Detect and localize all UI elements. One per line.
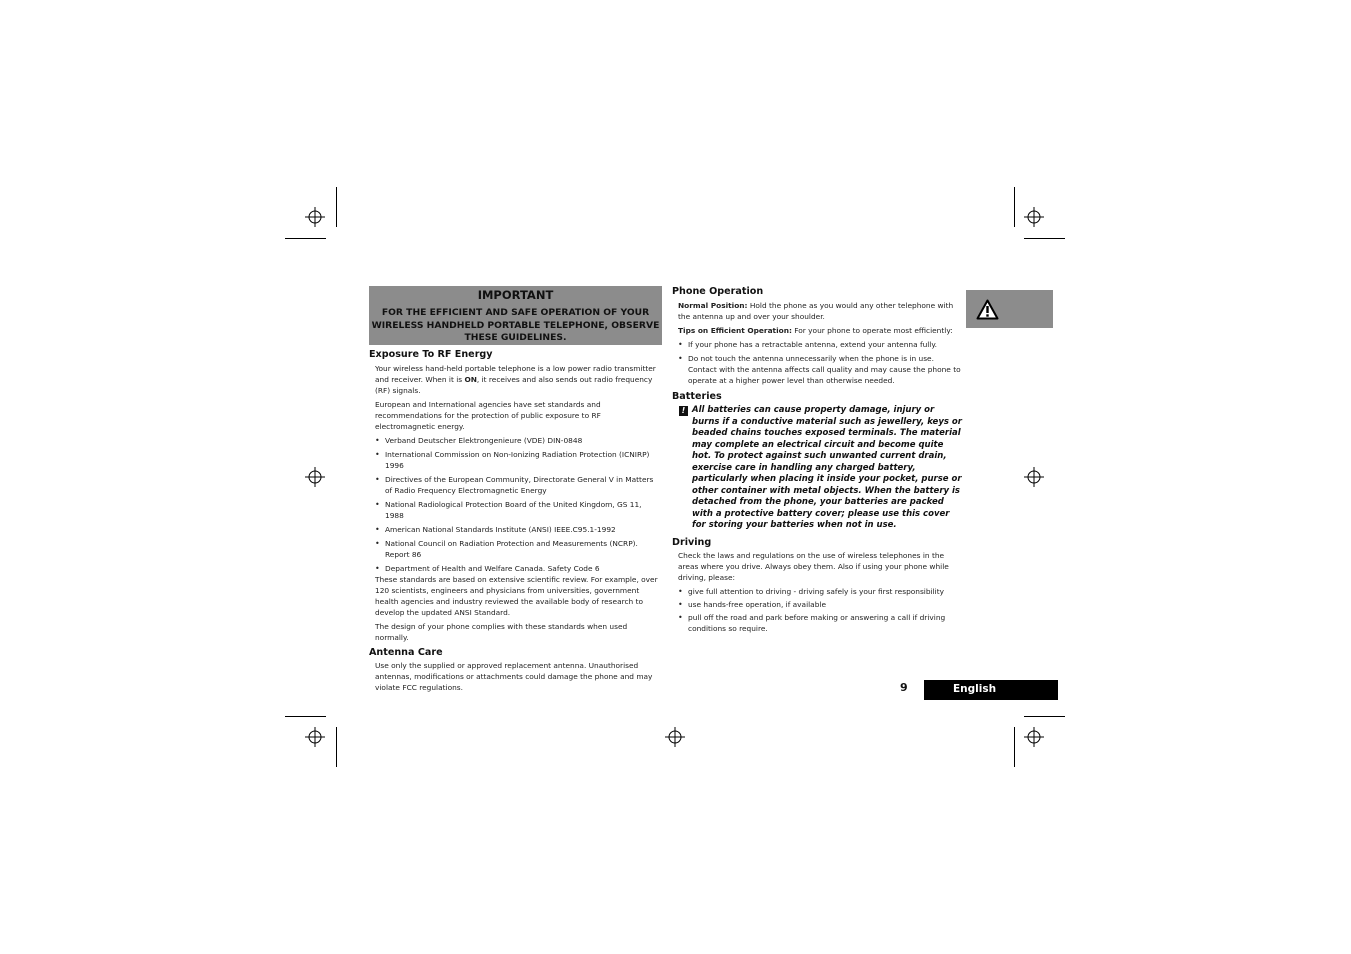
list-item: • Department of Health and Welfare Canada. Safety Code 6 (369, 563, 662, 574)
registration-mark-icon (1024, 207, 1044, 227)
crop-mark (285, 238, 326, 239)
registration-mark-icon (1024, 467, 1044, 487)
crop-mark (1024, 716, 1065, 717)
normal-position-text: Hold the phone as you would any other telephone with the antenna up and over your shoulder. (678, 301, 954, 321)
crop-mark (336, 727, 337, 767)
crop-mark (1014, 187, 1015, 227)
rf-paragraph-3: These standards are based on extensive scientific review. For example, over 120 scientists, engineers and physicians from universities, government health agencies and industry reviewed the available body of research to develop the updated ANSI Standard. (375, 575, 658, 617)
rf-paragraph-2: European and International agencies have set standards and recommendations for the protection of public exposure to RF electromagnetic energy. (375, 400, 601, 431)
list-item: • If your phone has a retractable antenna, extend your antenna fully. (672, 339, 962, 350)
important-text: FOR THE EFFICIENT AND SAFE OPERATION OF YOUR WIRELESS HANDHELD PORTABLE TELEPHONE, OBSERVE THESE GUIDELINES. (371, 307, 660, 343)
rf-heading: Exposure To RF Energy (369, 349, 493, 360)
rf-p1-text: Your wireless hand-held portable telephone is a low power radio transmitter and receiver. When it is (375, 364, 656, 384)
crop-mark (1024, 238, 1065, 239)
batteries-warning-text: All batteries can cause property damage, injury or burns if a conductive material such as jewellery, keys or beaded chains touches exposed terminals. The material may complete an electrical circuit and become quite hot. To protect against such unwanted current drain, exercise care in handling any charged battery, particularly when placing it inside your pocket, purse or other container with metal objects. When the battery is detached from the phone, your batteries are packed with a protective battery cover; please use this cover for storing your batteries when not in use. (692, 405, 962, 530)
left-column (369, 286, 662, 693)
rf-p1-text-end: , it receives and also sends out radio frequency (RF) signals. (375, 375, 653, 395)
list-item: • National Council on Radiation Protection and Measurements (NCRP). Report 86 (369, 538, 662, 560)
normal-position-paragraph (672, 300, 962, 322)
list-item: • Directives of the European Community, Directorate General V in Matters of Radio Frequency Electromagnetic Energy (369, 474, 662, 496)
important-title: IMPORTANT (477, 288, 554, 302)
rf-standards-list (369, 435, 662, 574)
list-item: • American National Standards Institute (ANSI) IEEE.C95.1-1992 (369, 524, 662, 535)
tips-paragraph (672, 325, 962, 336)
registration-mark-icon (305, 467, 325, 487)
batteries-warning (672, 405, 962, 532)
crop-mark (336, 187, 337, 227)
driving-heading: Driving (672, 536, 712, 548)
language-tab: English (924, 680, 1058, 700)
list-item: • give full attention to driving - driving safely is your first responsibility (672, 586, 962, 597)
list-item: • pull off the road and park before making or answering a call if driving conditions so require. (672, 612, 962, 634)
exclamation-icon: ! (679, 406, 688, 416)
registration-mark-icon (305, 207, 325, 227)
important-box (369, 286, 662, 345)
phone-tips-list (672, 339, 962, 386)
tips-text: For your phone to operate most efficiently: (791, 326, 953, 335)
tips-label: Tips on Efficient Operation: (678, 326, 792, 335)
rf-p1-on: ON (464, 375, 477, 384)
registration-mark-icon (305, 727, 325, 747)
list-item: • Verband Deutscher Elektrongenieure (VDE) DIN-0848 (369, 435, 662, 446)
crop-mark (285, 716, 326, 717)
crop-mark (1014, 727, 1015, 767)
right-column (672, 286, 962, 634)
driving-paragraph: Check the laws and regulations on the use of wireless telephones in the areas where you drive. Always obey them. Also if using your phone while driving, please: (678, 550, 949, 582)
list-item: • use hands-free operation, if available (672, 599, 962, 610)
normal-position-label: Normal Position: (678, 301, 748, 310)
warning-triangle-icon (976, 299, 999, 320)
phone-heading: Phone Operation (672, 286, 764, 297)
antenna-heading: Antenna Care (369, 647, 443, 658)
rf-paragraph-4: The design of your phone complies with these standards when used normally. (375, 622, 628, 642)
batteries-heading: Batteries (672, 391, 722, 402)
registration-mark-icon (665, 727, 685, 747)
driving-list (672, 586, 962, 634)
antenna-paragraph: Use only the supplied or approved replacement antenna. Unauthorised antennas, modifications or attachments could damage the phone and may violate FCC regulations. (375, 661, 653, 692)
side-warning-box (966, 290, 1053, 328)
list-item: • Do not touch the antenna unnecessarily when the phone is in use. Contact with the antenna affects call quality and may cause the phone to operate at a higher power level than otherwise needed. (672, 353, 962, 386)
list-item: • International Commission on Non-Ionizing Radiation Protection (ICNIRP) 1996 (369, 449, 662, 471)
registration-mark-icon (1024, 727, 1044, 747)
rf-paragraph-1 (369, 363, 662, 396)
page-number: 9 (900, 681, 908, 694)
list-item: • National Radiological Protection Board of the United Kingdom, GS 11, 1988 (369, 499, 662, 521)
